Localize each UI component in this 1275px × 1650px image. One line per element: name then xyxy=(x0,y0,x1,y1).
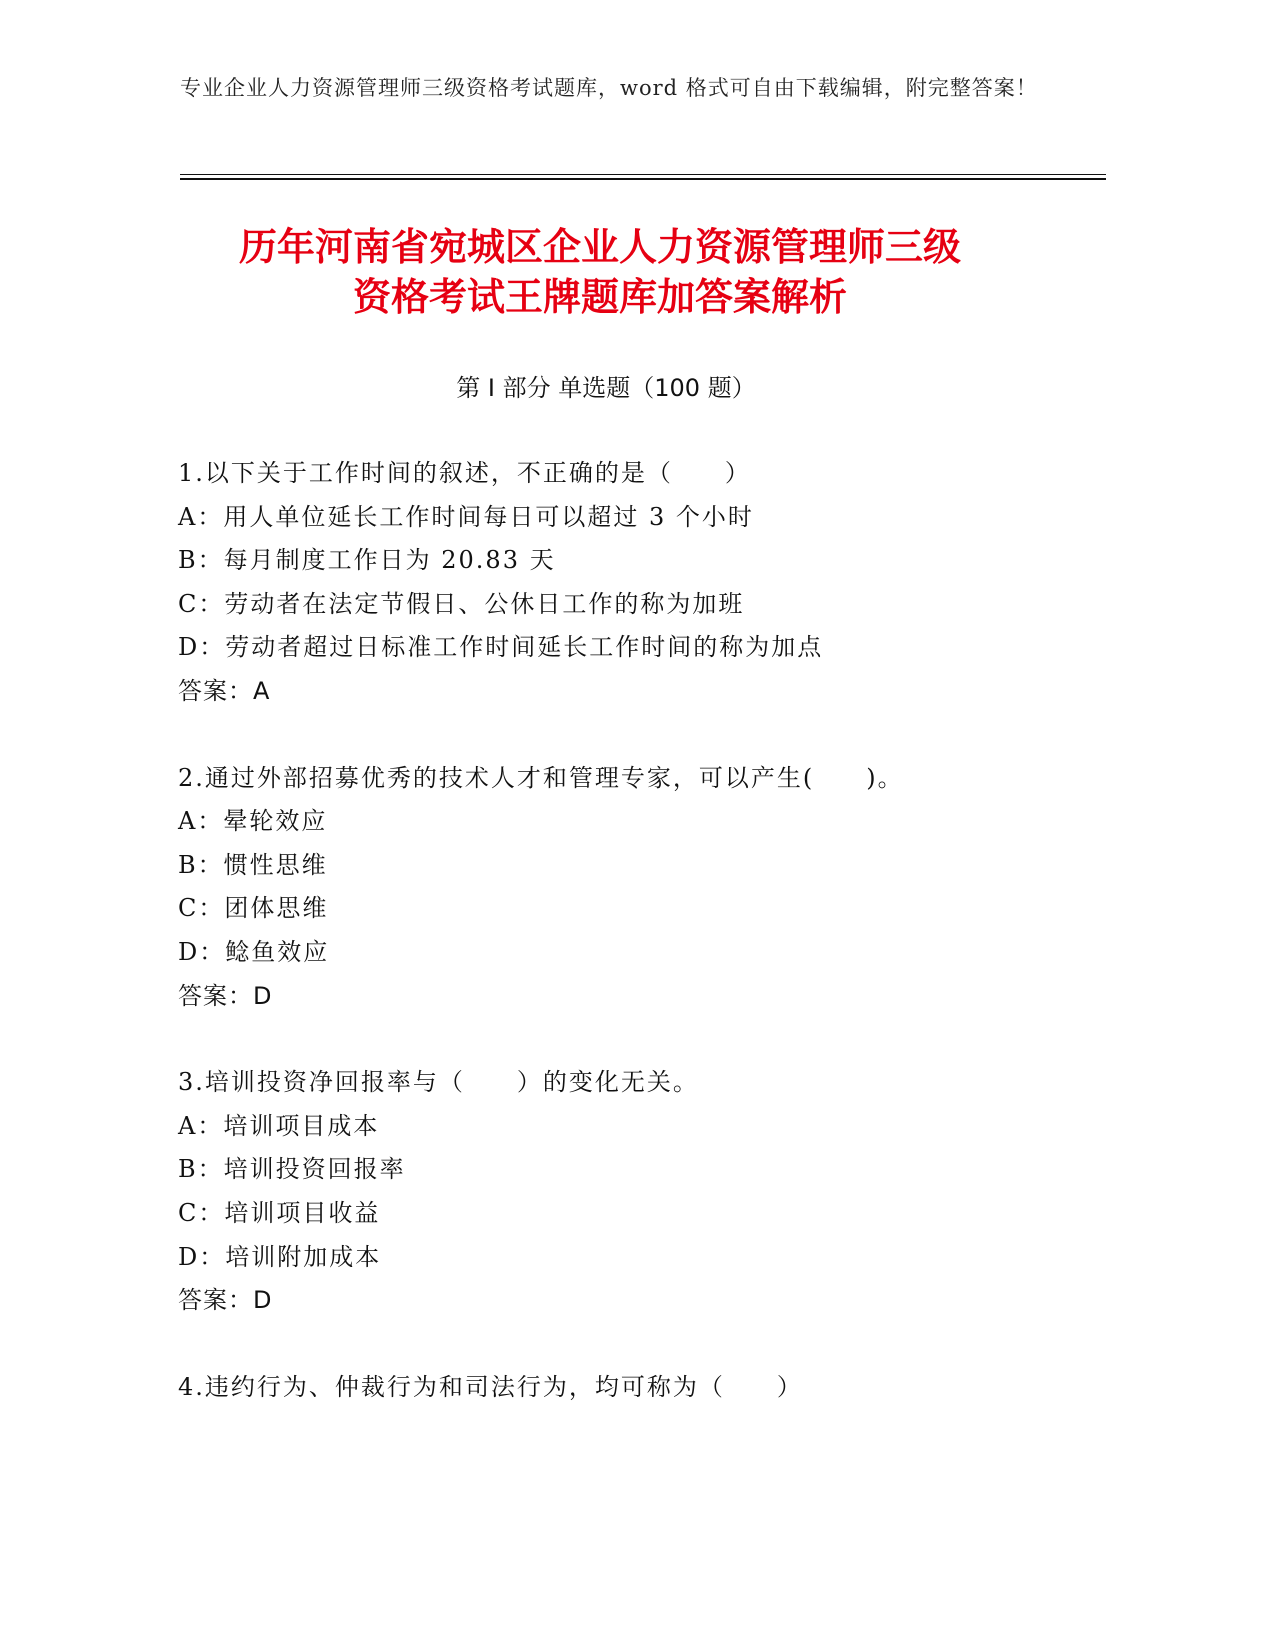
question-stem: 3.培训投资净回报率与（ ）的变化无关。 xyxy=(178,1068,699,1097)
header-rule-thick xyxy=(180,178,1106,180)
option-c: C：团体思维 xyxy=(178,894,329,923)
question-list xyxy=(178,452,1118,1452)
question-stem: 4.违约行为、仲裁行为和司法行为，均可称为（ ） xyxy=(178,1372,803,1401)
option-a: A：晕轮效应 xyxy=(178,807,328,836)
option-a: A：用人单位延长工作时间每日可以超过 3 个小时 xyxy=(178,502,754,531)
option-b: B：惯性思维 xyxy=(178,850,328,879)
option-c: C：培训项目收益 xyxy=(178,1198,381,1227)
section-title: 第 I 部分 单选题（100 题） xyxy=(456,374,756,402)
option-c: C：劳动者在法定节假日、公休日工作的称为加班 xyxy=(178,589,745,618)
document-title xyxy=(100,222,1100,322)
header-rule-thin xyxy=(180,174,1106,175)
header-note: 专业企业人力资源管理师三级资格考试题库，word 格式可自由下载编辑，附完整答案！ xyxy=(180,76,1038,100)
question-2 xyxy=(178,757,1118,1019)
document-title-line-2: 资格考试王牌题库加答案解析 xyxy=(352,275,847,319)
option-b: B：培训投资回报率 xyxy=(178,1155,406,1184)
option-d: D：培训附加成本 xyxy=(178,1242,382,1271)
question-stem: 2.通过外部招募优秀的技术人才和管理专家，可以产生( )。 xyxy=(178,763,904,792)
question-3 xyxy=(178,1061,1118,1323)
document-title-line-1: 历年河南省宛城区企业人力资源管理师三级 xyxy=(238,225,961,269)
question-stem: 1.以下关于工作时间的叙述，不正确的是（ ） xyxy=(178,459,751,487)
question-1 xyxy=(178,452,1118,714)
answer-line: 答案：D xyxy=(178,981,273,1010)
answer-line: 答案：D xyxy=(178,1286,273,1315)
answer-line: 答案：A xyxy=(178,676,271,705)
option-d: D：鲶鱼效应 xyxy=(178,937,330,966)
option-a: A：培训项目成本 xyxy=(178,1111,380,1140)
question-4 xyxy=(178,1366,1118,1410)
option-b: B：每月制度工作日为 20.83 天 xyxy=(178,546,556,575)
option-d: D：劳动者超过日标准工作时间延长工作时间的称为加点 xyxy=(178,633,824,662)
